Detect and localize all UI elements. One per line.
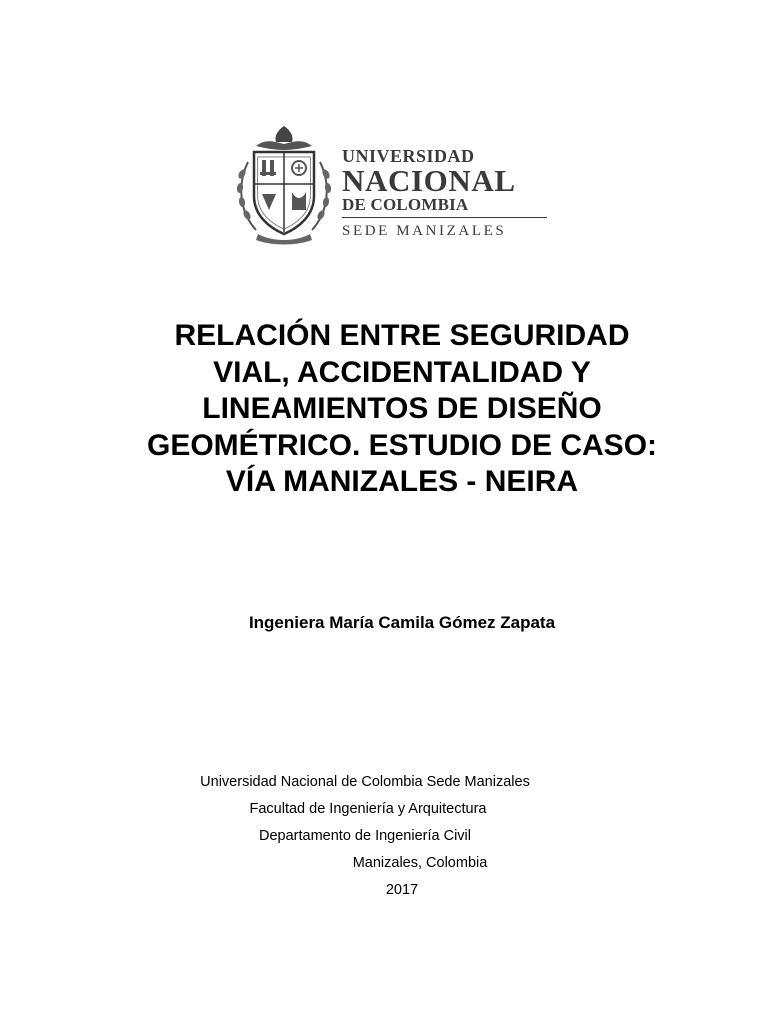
- department-name: Departamento de Ingeniería Civil: [259, 828, 471, 844]
- logo-line-sede: SEDE MANIZALES: [342, 223, 507, 239]
- logo-line-universidad: UNIVERSIDAD: [342, 146, 475, 166]
- author-name: Ingeniera María Camila Gómez Zapata: [248, 613, 556, 632]
- logo-line-nacional: NACIONAL: [342, 163, 516, 198]
- university-logo: [234, 122, 552, 246]
- logo-wordmark: [342, 146, 554, 240]
- title-line: VIAL, ACCIDENTALIDAD Y: [213, 355, 591, 389]
- document-title: [100, 318, 704, 501]
- year: 2017: [385, 882, 419, 898]
- title-line: VÍA MANIZALES - NEIRA: [225, 465, 579, 498]
- university-name: Universidad Nacional de Colombia Sede Manizales: [200, 774, 530, 790]
- title-line: GEOMÉTRICO. ESTUDIO DE CASO:: [146, 428, 658, 462]
- title-line: RELACIÓN ENTRE SEGURIDAD: [174, 319, 630, 352]
- city-name: Manizales, Colombia: [352, 855, 488, 871]
- title-line: LINEAMIENTOS DE DISEÑO: [202, 392, 602, 425]
- logo-line-de-colombia: DE COLOMBIA: [342, 195, 469, 214]
- logo-divider: [342, 217, 547, 218]
- faculty-name: Facultad de Ingeniería y Arquitectura: [249, 801, 487, 817]
- coat-of-arms-icon: [234, 122, 334, 246]
